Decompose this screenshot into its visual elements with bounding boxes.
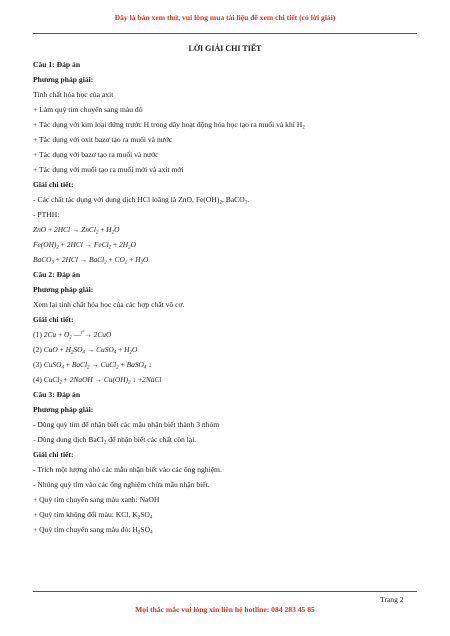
q2-equation-4: (4) CuCl$_2$ + 2NaOH → $Cu(OH)_2$ ↓ +2NaCl	[33, 375, 162, 386]
solution-body	[33, 60, 418, 540]
q1-equation-1: ZnO + 2HCl → ZnCl$_2$ + $H_2O$	[33, 225, 120, 236]
q3-detail-line-1: - Trích một lượng nhỏ các mẫu nhận biết vào các ống nghiệm.	[33, 465, 222, 474]
header-divider	[33, 33, 417, 34]
q1-prop-4: + Tác dụng với bazơ tạo ra muối và nước	[33, 150, 159, 159]
q1-prop-3: + Tác dụng với oxit bazơ tạo ra muối và nước	[33, 135, 173, 144]
q3-method-label: Phương pháp giải:	[33, 405, 94, 414]
q3-detail-line-3: + Quỳ tím chuyển sang màu xanh: NaOH	[33, 495, 160, 504]
q3-detail-line-5: + Quỳ tím chuyển sang màu đỏ: $H_2SO_4$	[33, 525, 153, 536]
q3-detail-line-4: + Quỳ tím không đổi màu: KCl, $K_2SO_4$	[33, 510, 153, 521]
q1-equation-3: BaCO$_3$ + 2HCl → BaCl$_2$ + $CO_2 + H_2O$	[33, 255, 149, 266]
q1-heading: Câu 1: Đáp án	[33, 60, 81, 69]
q2-method-label: Phương pháp giải:	[33, 285, 94, 294]
q1-prop-5: + Tác dụng với muối tạo ra muối mới và axit mới	[33, 165, 184, 174]
q2-method-text: Xem lại tính chất hóa học của các hợp chất vô cơ.	[33, 300, 185, 309]
q2-heading: Câu 2: Đáp án	[33, 270, 81, 279]
q2-equation-1: (1) $2Cu + O_2$ —$^{t^\circ}$→ 2CuO	[33, 330, 112, 341]
q1-equation-2: $Fe(OH)_2 + 2HCl$ → FeCl$_2$ + $2H_2O$	[33, 240, 136, 251]
page-title: LỜI GIẢI CHI TIẾT	[188, 44, 262, 53]
q2-detail-label: Giải chi tiết:	[33, 315, 74, 324]
q1-method-intro: Tính chất hóa học của axit	[33, 90, 114, 99]
q1-method-label: Phương pháp giải:	[33, 75, 94, 84]
footer-divider	[33, 591, 417, 592]
q3-heading: Câu 3: Đáp án	[33, 390, 81, 399]
q1-prop-2: + Tác dụng với kim loại đứng trước H trong dãy hoạt động hóa học tạo ra muối và khí $H_2$	[33, 120, 305, 131]
q1-detail-text: - Các chất tác dụng với dung dịch HCl loãng là ZnO, $Fe(OH)_2$, BaCO$_3$.	[33, 195, 250, 206]
q3-method-line-2: - Dùng dung dịch BaCl$_2$ để nhận biết các chất còn lại.	[33, 435, 197, 446]
page-number: Trang 2	[380, 595, 404, 604]
q1-prop-1: + Làm quỳ tím chuyển sang màu đỏ	[33, 105, 143, 114]
q1-pthh-label: - PTHH:	[33, 210, 60, 219]
q1-detail-label: Giải chi tiết:	[33, 180, 74, 189]
hotline-banner: Mọi thắc mắc vui lòng xin liên hệ hotline: 084 283 45 85	[135, 605, 315, 614]
q2-equation-3: (3) CuSO$_4$ + BaCl$_2$ → CuCl$_2$ + BaSO$_4$ ↓	[33, 360, 152, 371]
preview-banner: Đây là bản xem thử, vui lòng mua tài liệu để xem chi tiết (có lời giải)	[114, 13, 336, 22]
q3-method-line-1: - Dùng quỳ tím để nhận biết các mẫu nhận biết thành 3 nhóm	[33, 420, 220, 429]
q3-detail-label: Giải chi tiết:	[33, 450, 74, 459]
q3-detail-line-2: - Nhúng quỳ tím vào các ống nghiệm chứa mẫu nhận biết.	[33, 480, 210, 489]
q2-equation-2: (2) CuO + $H_2SO_4$ → CuSO$_4$ + $H_2O$	[33, 345, 138, 356]
